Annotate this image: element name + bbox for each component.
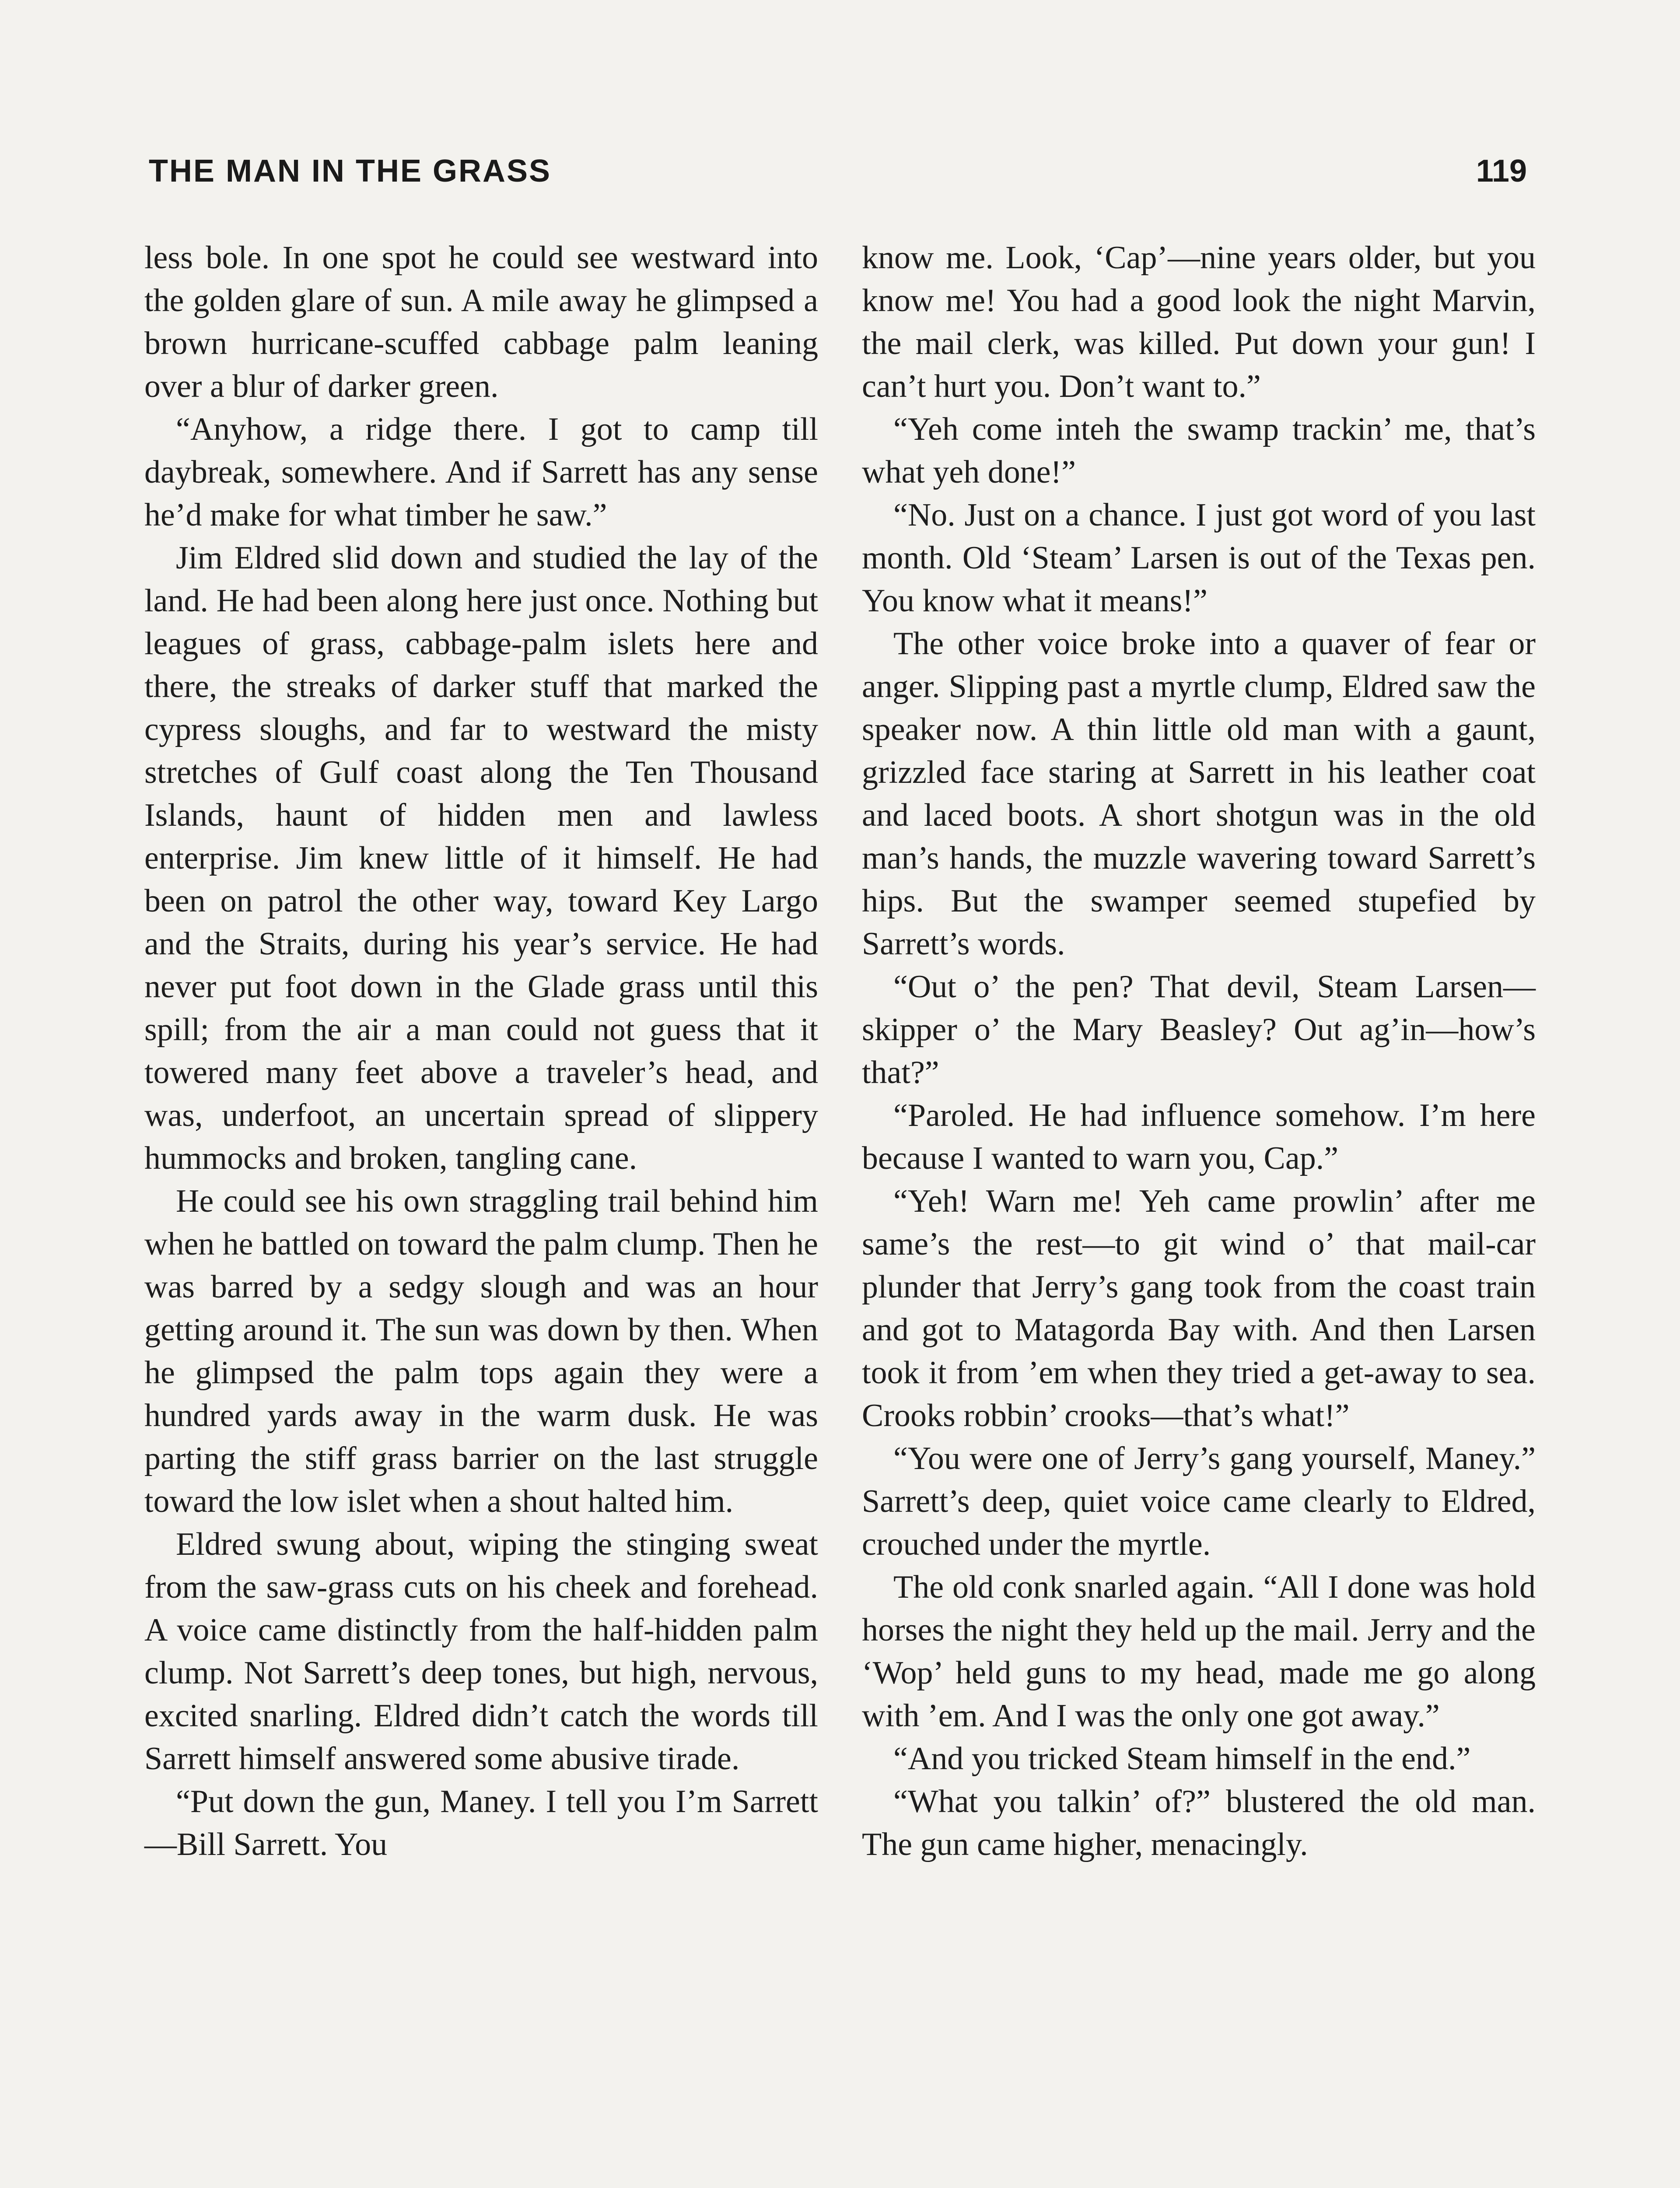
paragraph: The other voice broke into a quaver of fear or anger. Slipping past a myrtle clump, Eldred saw the speaker now. A thin little old man with a gaunt, grizzled face staring at Sarrett in his leather coat and laced boots. A short shotgun was in the old man’s hands, the muzzle wavering toward Sarrett’s hips. But the swamper seemed stupefied by Sarrett’s words. [862,626,1536,962]
paragraph: less bole. In one spot he could see westward into the golden glare of sun. A mile away he glimpsed a brown hurricane-scuffed cabbage palm leaning over a blur of darker green. [144,240,818,404]
paragraph: Jim Eldred slid down and studied the lay of the land. He had been along here just once. Nothing but leagues of grass, cabbage-palm islets here and there, the streaks of darker stuff that marked the cypress sloughs, and far to westward the misty stretches of Gulf coast along the Ten Thousand Islands, haunt of hidden men and lawless enterprise. Jim knew little of it himself. He had been on patrol the other way, toward Key Largo and the Straits, during his year’s service. He had never put foot down in the Glade grass until this spill; from the air a man could not guess that it towered many feet above a traveler’s head, and was, underfoot, an uncertain spread of slippery hummocks and broken, tangling cane. [144,540,818,1176]
paragraph: “Paroled. He had influence somehow. I’m here because I wanted to warn you, Cap.” [862,1098,1536,1176]
paragraph: “Put down the gun, Maney. I tell you I’m Sarrett—Bill Sarrett. You [144,1784,818,1862]
paragraph: “Yeh come inteh the swamp trackin’ me, that’s what yeh done!” [862,411,1536,490]
paragraph: “No. Just on a chance. I just got word of you last month. Old ‘Steam’ Larsen is out of the Texas pen. You know what it means!” [862,497,1536,619]
paragraph: “Anyhow, a ridge there. I got to camp till daybreak, somewhere. And if Sarrett has any sense he’d make for what timber he saw.” [144,411,818,533]
paragraph: “What you talkin’ of?” blustered the old man. The gun came higher, menacingly. [862,1784,1536,1862]
text-column-right [862,236,1536,1866]
paragraph: “And you tricked Steam himself in the end.” [893,1741,1471,1777]
page-number: 119 [1476,154,1527,189]
text-column-left [144,236,818,1866]
paragraph: He could see his own straggling trail behind him when he battled on toward the palm clump. Then he was barred by a sedgy slough and was an hour getting around it. The sun was down by then. When he glimpsed the palm tops again they were a hundred yards away in the warm dusk. He was parting the stiff grass barrier on the last struggle toward the low islet when a shout halted him. [144,1183,818,1519]
running-header [149,153,1527,201]
paragraph: “Yeh! Warn me! Yeh came prowlin’ after me same’s the rest—to git wind o’ that mail-car plunder that Jerry’s gang took from the coast train and got to Matagorda Bay with. And then Larsen took it from ’em when they tried a get-away to sea. Crooks robbin’ crooks—that’s what!” [862,1183,1536,1434]
paragraph: “You were one of Jerry’s gang yourself, Maney.” Sarrett’s deep, quiet voice came clearly to Eldred, crouched under the myrtle. [862,1441,1536,1562]
paragraph: know me. Look, ‘Cap’—nine years older, but you know me! You had a good look the night Marvin, the mail clerk, was killed. Put down your gun! I can’t hurt you. Don’t want to.” [862,240,1536,404]
paragraph: Eldred swung about, wiping the stinging sweat from the saw-grass cuts on his cheek and forehead. A voice came distinctly from the half-hidden palm clump. Not Sarrett’s deep tones, but high, nervous, excited snarling. Eldred didn’t catch the words till Sarrett himself answered some abusive tirade. [144,1526,818,1777]
paragraph: “Out o’ the pen? That devil, Steam Larsen—skipper o’ the Mary Beasley? Out ag’in—how’s that?” [862,969,1536,1090]
running-title: THE MAN IN THE GRASS [149,154,552,189]
paragraph: The old conk snarled again. “All I done was hold horses the night they held up the mail. Jerry and the ‘Wop’ held guns to my head, made me go along with ’em. And I was the only one got away.” [862,1569,1536,1734]
